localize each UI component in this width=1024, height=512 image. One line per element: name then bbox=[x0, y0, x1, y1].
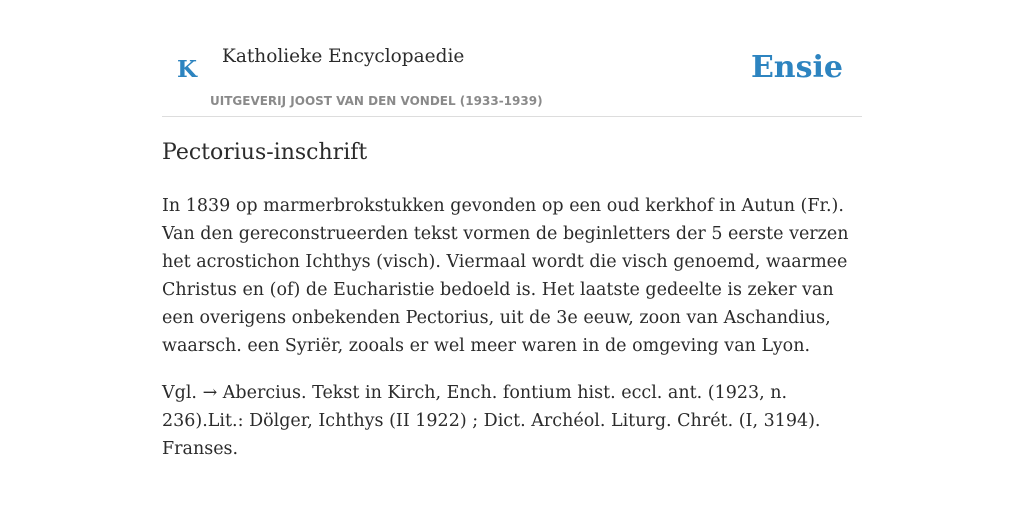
article-body bbox=[162, 192, 862, 482]
site-title[interactable]: Katholieke Encyclopaedie bbox=[222, 46, 465, 67]
article-paragraph: Vgl. → Abercius. Tekst in Kirch, Ench. fontium hist. eccl. ant. (1923, n. 236).Lit.: Dölger, Ichthys (II 1922) ; Dict. Archéol. Liturg. Chrét. (I, 3194). Franses. bbox=[162, 383, 821, 459]
article-title: Pectorius-inschrift bbox=[162, 140, 368, 165]
ensie-brand-link[interactable]: Ensie bbox=[750, 50, 843, 85]
site-header bbox=[162, 0, 862, 117]
publisher-subtitle: UITGEVERIJ JOOST VAN DEN VONDEL (1933-1939) bbox=[210, 94, 543, 108]
logo-k-icon[interactable]: K bbox=[177, 56, 197, 83]
article-paragraph: In 1839 op marmerbrokstukken gevonden op een oud kerkhof in Autun (Fr.). Van den gereconstrueerden tekst vormen de beginletters der 5 eerste verzen het acrostichon Ichthys (visch). Viermaal wordt die visch genoemd, waarmee Christus en (of) de Eucharistie bedoeld is. Het laatste gedeelte is zeker van een overigens onbekenden Pectorius, uit de 3e eeuw, zoon van Aschandius, waarsch. een Syriër, zooals er wel meer waren in de omgeving van Lyon. bbox=[162, 196, 849, 356]
